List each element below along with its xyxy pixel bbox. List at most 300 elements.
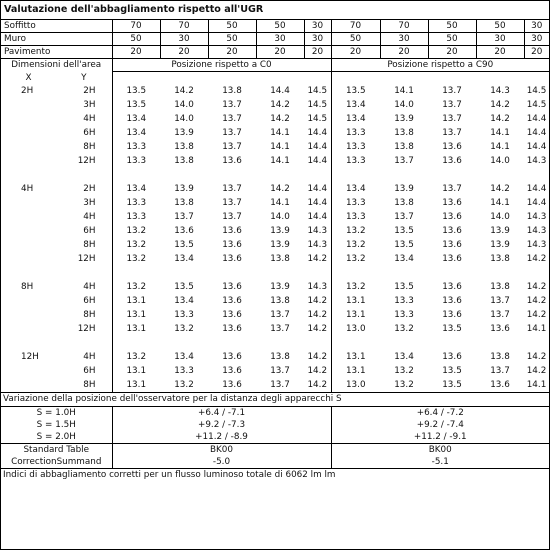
ugr-value-c0: 13.6 (222, 296, 242, 306)
ugr-value-c0: 13.7 (270, 324, 290, 334)
ugr-value-c0: 13.1 (126, 310, 147, 320)
room-y: 2H (56, 84, 112, 98)
ugr-value-c90: 13.4 (394, 254, 414, 264)
ugr-value-c90: 13.6 (490, 380, 510, 390)
room-y: 12H (56, 322, 112, 336)
ugr-value-c90: 13.3 (345, 212, 366, 222)
ugr-value-c0: 13.1 (126, 380, 147, 390)
table-row (1, 84, 549, 98)
ugr-value-c0: 14.5 (304, 84, 331, 98)
room-x (1, 140, 56, 154)
ugr-value-c0: 14.2 (304, 350, 331, 364)
param-value: 20 (331, 46, 380, 59)
param-value: 30 (524, 20, 549, 33)
ugr-value-c0: 13.1 (126, 296, 147, 306)
variation-c0: +6.4 / -7.1 (112, 407, 331, 419)
param-label: Pavimento (1, 46, 112, 59)
ugr-value-c90: 13.8 (394, 198, 414, 208)
ugr-value-c0: 13.7 (222, 184, 242, 194)
ugr-value-c90: 14.1 (490, 128, 510, 138)
ugr-value-c0: 13.2 (174, 380, 194, 390)
table-row (1, 294, 549, 308)
ugr-value-c0: 13.2 (126, 352, 147, 362)
ugr-value-c0: 14.0 (174, 100, 194, 110)
param-value: 20 (524, 46, 549, 59)
ugr-value-c90: 13.4 (345, 114, 366, 124)
ugr-value-c90: 13.8 (394, 142, 414, 152)
variation-label: S = 1.0H (1, 407, 112, 419)
room-y: 2H (56, 182, 112, 196)
table-row (1, 308, 549, 322)
std-table-label: Standard Table (1, 444, 112, 457)
ugr-value-c0: 13.5 (126, 100, 147, 110)
ugr-value-c90: 14.4 (526, 184, 547, 194)
ugr-value-c0: 13.7 (270, 380, 290, 390)
room-x (1, 308, 56, 322)
ugr-value-c0: 14.4 (304, 196, 331, 210)
ugr-value-c90: 13.7 (442, 100, 462, 110)
ugr-value-c0: 14.5 (304, 112, 331, 126)
ugr-value-c0: 13.1 (126, 366, 147, 376)
param-row (1, 20, 549, 33)
ugr-value-c0: 14.4 (304, 182, 331, 196)
ugr-value-c90: 13.3 (345, 156, 366, 166)
ugr-value-c90: 13.7 (442, 114, 462, 124)
param-value: 30 (304, 20, 331, 33)
ugr-value-c90: 13.2 (394, 380, 414, 390)
ugr-value-c90: 14.2 (526, 254, 547, 264)
ugr-value-c90: 13.5 (394, 226, 414, 236)
ugr-value-c90: 13.9 (490, 226, 510, 236)
param-value: 20 (476, 46, 524, 59)
variation-title: Variazione della posizione dell'osservatore per la distanza degli apparecchi S (1, 392, 549, 407)
ugr-value-c0: 13.3 (174, 310, 194, 320)
ugr-value-c90: 14.4 (526, 128, 547, 138)
ugr-value-c90: 13.7 (394, 212, 414, 222)
room-y: 12H (56, 252, 112, 266)
room-x (1, 112, 56, 126)
room-y: 8H (56, 308, 112, 322)
ugr-value-c90: 13.6 (442, 254, 462, 264)
ugr-value-c0: 13.4 (174, 296, 194, 306)
table-row (1, 378, 549, 392)
ugr-value-c0: 13.7 (222, 212, 242, 222)
ugr-value-c90: 14.0 (490, 212, 510, 222)
ugr-value-c90: 13.1 (345, 296, 366, 306)
ugr-value-c0: 14.2 (304, 294, 331, 308)
ugr-value-c90: 13.6 (442, 212, 462, 222)
ugr-value-c0: 13.9 (174, 184, 194, 194)
ugr-value-c90: 14.2 (490, 100, 510, 110)
ugr-value-c0: 14.4 (304, 126, 331, 140)
variation-label: S = 2.0H (1, 431, 112, 444)
ugr-value-c0: 14.2 (304, 252, 331, 266)
ugr-value-c0: 13.8 (222, 86, 242, 96)
room-x (1, 364, 56, 378)
room-x (1, 322, 56, 336)
room-x (1, 154, 56, 168)
ugr-value-c0: 13.9 (270, 226, 290, 236)
table-row (1, 238, 549, 252)
std-table-c90: BK00 (331, 444, 549, 457)
ugr-value-c0: 14.4 (304, 154, 331, 168)
param-row (1, 33, 549, 46)
table-row (1, 364, 549, 378)
correction-c90: -5.1 (331, 456, 549, 469)
ugr-value-c90: 13.6 (490, 324, 510, 334)
ugr-value-c0: 13.6 (222, 380, 242, 390)
ugr-value-c90: 14.2 (526, 352, 547, 362)
ugr-value-c90: 13.7 (490, 296, 510, 306)
ugr-value-c90: 14.3 (526, 226, 547, 236)
ugr-value-c90: 14.1 (490, 198, 510, 208)
ugr-value-c0: 14.0 (174, 114, 194, 124)
room-y: 4H (56, 210, 112, 224)
xy-header (1, 72, 549, 84)
table-row (1, 98, 549, 112)
ugr-value-c0: 13.9 (174, 128, 194, 138)
variation-c90: +9.2 / -7.4 (416, 420, 464, 430)
ugr-value-c0: 14.0 (270, 212, 290, 222)
param-value: 30 (256, 33, 304, 46)
room-x (1, 126, 56, 140)
param-value: 20 (256, 46, 304, 59)
ugr-value-c90: 13.5 (394, 282, 414, 292)
ugr-value-c90: 13.6 (442, 226, 462, 236)
room-x (1, 224, 56, 238)
ugr-value-c0: 14.4 (304, 210, 331, 224)
ugr-value-c0: 13.9 (270, 240, 290, 250)
room-y: 3H (56, 98, 112, 112)
ugr-value-c0: 14.5 (304, 98, 331, 112)
correction-label: CorrectionSummand (1, 456, 112, 469)
ugr-value-c90: 13.4 (345, 184, 366, 194)
std-table-c0: BK00 (112, 444, 331, 457)
table-row (1, 350, 549, 364)
variation-c0: +9.2 / -7.3 (112, 419, 331, 431)
room-x: 8H (21, 282, 34, 292)
ugr-value-c90: 13.6 (442, 296, 462, 306)
ugr-value-c0: 13.6 (222, 240, 242, 250)
param-value: 20 (112, 46, 160, 59)
room-x (1, 98, 56, 112)
param-value: 30 (380, 33, 428, 46)
ugr-value-c0: 13.9 (270, 282, 290, 292)
ugr-value-c0: 13.6 (222, 254, 242, 264)
ugr-value-c90: 14.2 (526, 296, 547, 306)
table-row (1, 140, 549, 154)
ugr-value-c0: 14.4 (304, 140, 331, 154)
ugr-value-c0: 13.7 (222, 198, 242, 208)
param-value: 50 (208, 33, 256, 46)
ugr-value-c0: 13.8 (270, 254, 290, 264)
reflectance-table (1, 20, 549, 59)
ugr-value-c90: 13.2 (345, 240, 366, 250)
ugr-value-c90: 14.5 (526, 86, 547, 96)
ugr-value-c0: 14.4 (270, 86, 290, 96)
room-y: 3H (56, 196, 112, 210)
room-y: 4H (56, 112, 112, 126)
ugr-value-c90: 13.6 (442, 142, 462, 152)
ugr-value-c90: 13.3 (394, 310, 414, 320)
ugr-value-c0: 13.7 (270, 366, 290, 376)
ugr-value-c90: 13.6 (442, 352, 462, 362)
ugr-value-c0: 13.3 (126, 142, 147, 152)
table-row (1, 280, 549, 294)
ugr-value-c0: 14.2 (304, 308, 331, 322)
x-label: X (25, 73, 32, 83)
ugr-value-c90: 14.0 (490, 156, 510, 166)
param-label: Muro (1, 33, 112, 46)
room-x (1, 378, 56, 392)
variation-label: S = 1.5H (1, 419, 112, 431)
ugr-value-c90: 14.2 (490, 114, 510, 124)
param-value: 70 (160, 20, 208, 33)
ugr-value-c90: 13.8 (490, 282, 510, 292)
ugr-value-c0: 13.3 (126, 198, 147, 208)
param-row (1, 46, 549, 59)
group-spacer (1, 336, 549, 350)
ugr-value-c90: 13.4 (394, 352, 414, 362)
ugr-value-c90: 13.3 (394, 296, 414, 306)
ugr-value-c0: 13.5 (126, 86, 147, 96)
table-row (1, 322, 549, 336)
ugr-value-c90: 13.5 (394, 240, 414, 250)
ugr-value-c90: 14.3 (526, 212, 547, 222)
table-row (1, 196, 549, 210)
ugr-value-c90: 14.5 (526, 100, 547, 110)
variation-c90: +6.4 / -7.2 (416, 408, 464, 418)
ugr-value-c90: 14.1 (526, 324, 547, 334)
ugr-value-c90: 13.2 (394, 366, 414, 376)
ugr-value-c90: 13.2 (394, 324, 414, 334)
c90-header: Posizione rispetto a C90 (331, 59, 549, 72)
room-y: 6H (56, 294, 112, 308)
y-label: Y (56, 72, 112, 84)
param-value: 20 (160, 46, 208, 59)
ugr-value-c90: 14.1 (490, 142, 510, 152)
ugr-value-c0: 13.2 (126, 282, 147, 292)
ugr-value-c90: 13.5 (442, 380, 462, 390)
room-x (1, 196, 56, 210)
ugr-value-c90: 13.9 (394, 114, 414, 124)
ugr-value-c0: 13.7 (174, 212, 194, 222)
ugr-value-c0: 13.3 (126, 156, 147, 166)
param-value: 50 (476, 20, 524, 33)
ugr-value-c90: 13.9 (394, 184, 414, 194)
variation-row (1, 419, 549, 431)
room-y: 12H (56, 154, 112, 168)
param-value: 50 (208, 20, 256, 33)
table-row (1, 182, 549, 196)
ugr-value-c90: 13.4 (345, 100, 366, 110)
ugr-value-c0: 13.6 (222, 226, 242, 236)
table-row (1, 252, 549, 266)
param-value: 30 (160, 33, 208, 46)
ugr-value-c90: 13.3 (345, 142, 366, 152)
ugr-value-c90: 13.3 (345, 198, 366, 208)
room-x (1, 210, 56, 224)
group-spacer (1, 266, 549, 280)
ugr-value-c90: 14.1 (394, 86, 414, 96)
ugr-value-c90: 13.0 (345, 380, 366, 390)
room-x: 12H (21, 352, 39, 362)
param-value: 30 (304, 33, 331, 46)
ugr-value-c0: 14.1 (270, 128, 290, 138)
room-y: 4H (56, 350, 112, 364)
ugr-value-c90: 13.8 (490, 352, 510, 362)
ugr-value-c90: 13.2 (345, 282, 366, 292)
ugr-value-c0: 13.3 (174, 366, 194, 376)
group-spacer (1, 168, 549, 182)
room-x: 2H (21, 86, 34, 96)
room-y: 8H (56, 238, 112, 252)
ugr-value-c90: 13.6 (442, 156, 462, 166)
ugr-value-c0: 13.8 (174, 156, 194, 166)
param-value: 20 (380, 46, 428, 59)
ugr-value-c90: 13.3 (345, 128, 366, 138)
variation-c0: +11.2 / -8.9 (112, 431, 331, 444)
room-x (1, 238, 56, 252)
ugr-value-c90: 14.2 (526, 366, 547, 376)
param-value: 30 (476, 33, 524, 46)
ugr-value-c0: 14.2 (270, 184, 290, 194)
ugr-value-c0: 14.2 (304, 364, 331, 378)
ugr-value-c90: 14.3 (526, 156, 547, 166)
room-y: 6H (56, 126, 112, 140)
ugr-value-c0: 13.7 (270, 310, 290, 320)
param-value: 70 (112, 20, 160, 33)
ugr-value-c90: 13.0 (345, 324, 366, 334)
table-row (1, 154, 549, 168)
ugr-value-c0: 14.2 (304, 322, 331, 336)
ugr-value-c0: 14.1 (270, 142, 290, 152)
param-value: 70 (380, 20, 428, 33)
ugr-value-c0: 13.6 (222, 310, 242, 320)
param-label: Soffitto (1, 20, 112, 33)
ugr-value-c0: 13.7 (222, 100, 242, 110)
ugr-value-c0: 14.2 (304, 378, 331, 392)
dims-label: Dimensioni dell'area (1, 59, 112, 72)
ugr-value-c90: 14.2 (526, 310, 547, 320)
ugr-value-c0: 13.1 (126, 324, 147, 334)
ugr-value-c0: 13.4 (126, 114, 147, 124)
ugr-value-c0: 13.6 (222, 366, 242, 376)
ugr-value-c90: 13.9 (490, 240, 510, 250)
ugr-value-c0: 13.7 (222, 128, 242, 138)
param-value: 20 (304, 46, 331, 59)
ugr-value-c0: 13.2 (126, 254, 147, 264)
ugr-value-c90: 13.8 (394, 128, 414, 138)
param-value: 50 (331, 33, 380, 46)
ugr-value-c90: 14.1 (526, 380, 547, 390)
ugr-value-c0: 13.3 (126, 212, 147, 222)
ugr-value-c90: 14.2 (526, 282, 547, 292)
ugr-value-c0: 14.2 (174, 86, 194, 96)
room-y: 8H (56, 378, 112, 392)
ugr-value-c0: 13.4 (174, 352, 194, 362)
variation-row (1, 407, 549, 419)
ugr-value-c90: 13.7 (442, 128, 462, 138)
ugr-value-c90: 13.8 (490, 254, 510, 264)
c0-header: Posizione rispetto a C0 (112, 59, 331, 72)
param-value: 50 (256, 20, 304, 33)
table-row (1, 224, 549, 238)
ugr-value-c90: 13.1 (345, 352, 366, 362)
ugr-value-c0: 13.5 (174, 282, 194, 292)
ugr-value-c90: 13.6 (442, 310, 462, 320)
correction-c0: -5.0 (112, 456, 331, 469)
ugr-value-c0: 13.4 (126, 184, 147, 194)
room-y: 6H (56, 224, 112, 238)
ugr-value-c90: 14.2 (490, 184, 510, 194)
ugr-value-c90: 13.5 (442, 366, 462, 376)
ugr-value-c0: 14.3 (304, 224, 331, 238)
table-row (1, 126, 549, 140)
ugr-value-c90: 13.5 (442, 324, 462, 334)
ugr-value-c90: 14.4 (526, 114, 547, 124)
ugr-value-c90: 13.7 (442, 86, 462, 96)
ugr-value-c0: 14.3 (304, 280, 331, 294)
ugr-value-c90: 13.7 (490, 310, 510, 320)
ugr-value-c0: 13.8 (174, 198, 194, 208)
ugr-value-c90: 13.6 (442, 240, 462, 250)
ugr-value-c0: 14.3 (304, 238, 331, 252)
ugr-value-c90: 14.4 (526, 142, 547, 152)
ugr-value-c0: 13.6 (222, 282, 242, 292)
ugr-value-c90: 14.3 (526, 240, 547, 250)
param-value: 50 (428, 20, 476, 33)
data-header (1, 59, 549, 72)
ugr-value-c0: 13.6 (222, 324, 242, 334)
ugr-value-c0: 13.6 (222, 352, 242, 362)
footnote: Indici di abbagliamento corretti per un flusso luminoso totale di 6062 lm lm (3, 470, 336, 480)
ugr-data-table (1, 84, 549, 392)
ugr-value-c0: 13.6 (222, 156, 242, 166)
ugr-value-c0: 13.4 (126, 128, 147, 138)
variation-c90: +11.2 / -9.1 (331, 431, 549, 444)
ugr-value-c90: 13.2 (345, 226, 366, 236)
ugr-value-c0: 13.7 (222, 114, 242, 124)
param-value: 20 (208, 46, 256, 59)
ugr-value-c0: 13.6 (174, 226, 194, 236)
ugr-value-c90: 13.1 (345, 310, 366, 320)
ugr-value-c0: 14.2 (270, 100, 290, 110)
ugr-value-c90: 14.0 (394, 100, 414, 110)
ugr-value-c90: 14.3 (490, 86, 510, 96)
ugr-value-c0: 13.8 (174, 142, 194, 152)
ugr-value-c0: 13.5 (174, 240, 194, 250)
variation-table (1, 407, 549, 469)
room-y: 8H (56, 140, 112, 154)
ugr-value-c90: 13.7 (490, 366, 510, 376)
room-y: 6H (56, 364, 112, 378)
table-row (1, 210, 549, 224)
ugr-value-c90: 13.2 (345, 254, 366, 264)
ugr-value-c90: 13.6 (442, 198, 462, 208)
ugr-value-c90: 13.6 (442, 282, 462, 292)
ugr-value-c0: 13.8 (270, 296, 290, 306)
room-x (1, 252, 56, 266)
ugr-value-c0: 14.2 (270, 114, 290, 124)
page-title: Valutazione dell'abbagliamento rispetto all'UGR (1, 1, 549, 20)
room-y: 4H (56, 280, 112, 294)
ugr-value-c0: 13.2 (126, 240, 147, 250)
room-x: 4H (21, 184, 34, 194)
ugr-value-c0: 13.7 (222, 142, 242, 152)
param-value: 50 (428, 33, 476, 46)
param-value: 30 (524, 33, 549, 46)
